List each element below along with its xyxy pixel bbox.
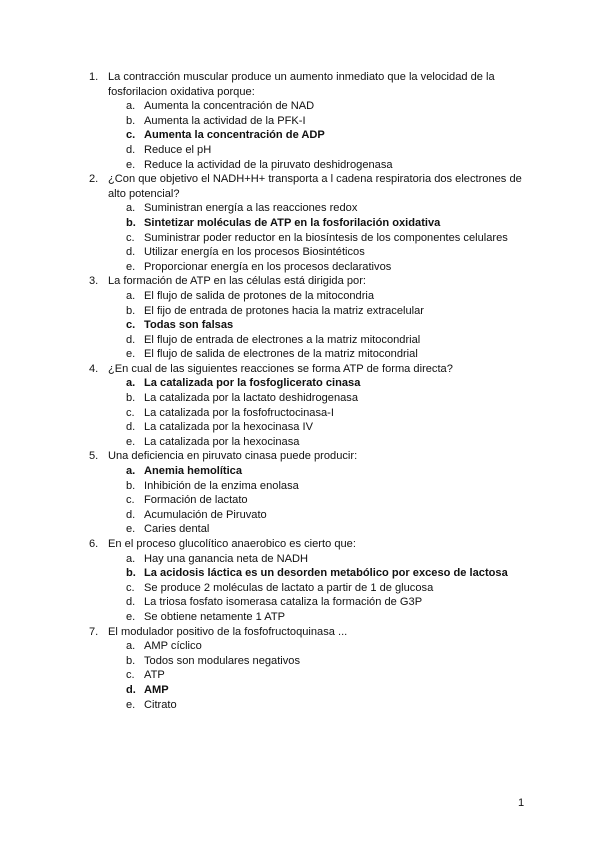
option-text: La catalizada por la hexocinasa [144, 435, 300, 448]
option-letter: b. [126, 114, 136, 127]
option-letter: b. [126, 567, 136, 580]
answer-option [0, 508, 600, 523]
option-text: Acumulación de Piruvato [144, 508, 267, 521]
option-text: Caries dental [144, 523, 210, 536]
answer-option [0, 639, 600, 654]
option-letter: c. [126, 406, 135, 419]
answer-option [0, 158, 600, 173]
answer-option [0, 522, 600, 537]
option-letter: e. [126, 698, 136, 711]
option-letter: d. [126, 683, 136, 696]
answer-option [0, 668, 600, 683]
option-letter: b. [126, 304, 136, 317]
option-letter: d. [126, 246, 136, 259]
question-5 [0, 449, 600, 537]
option-list [0, 552, 600, 625]
option-text: Aumenta la actividad de la PFK-I [144, 114, 306, 127]
question-text [0, 172, 600, 201]
answer-option [0, 347, 600, 362]
option-text: El flujo de entrada de electrones a la matriz mitocondrial [144, 333, 421, 346]
option-letter: e. [126, 435, 136, 448]
answer-option [0, 420, 600, 435]
option-text: La catalizada por la fosfofructocinasa-I [144, 406, 334, 419]
answer-option [0, 333, 600, 348]
question-4 [0, 362, 600, 450]
answer-option [0, 289, 600, 304]
question-number: 3. [89, 275, 99, 288]
option-text: Proporcionar energía en los procesos declarativos [144, 260, 392, 273]
question-2 [0, 172, 600, 274]
option-text: La triosa fosfato isomerasa cataliza la formación de G3P [144, 596, 423, 609]
question-text [0, 449, 600, 464]
option-letter: c. [126, 581, 135, 594]
option-list [0, 464, 600, 537]
answer-option [0, 595, 600, 610]
question-stem: La formación de ATP en las células está dirigida por: [108, 275, 366, 288]
answer-option [0, 610, 600, 625]
option-letter: a. [126, 202, 136, 215]
option-text: Se produce 2 moléculas de lactato a partir de 1 de glucosa [144, 581, 434, 594]
question-number: 7. [89, 625, 99, 638]
answer-option [0, 143, 600, 158]
question-number: 1. [89, 71, 99, 83]
option-letter: c. [126, 231, 135, 244]
question-3 [0, 274, 600, 362]
option-letter: b. [126, 479, 136, 492]
answer-option [0, 114, 600, 129]
option-letter: c. [126, 319, 136, 332]
question-7 [0, 625, 600, 713]
answer-option [0, 99, 600, 114]
option-text: Reduce la actividad de la piruvato deshidrogenasa [144, 158, 393, 171]
option-letter: c. [126, 129, 136, 142]
question-number: 5. [89, 450, 99, 463]
question-stem: ¿En cual de las siguientes reacciones se forma ATP de forma directa? [108, 362, 453, 375]
option-text: El flujo de salida de protones de la mitocondria [144, 289, 375, 302]
option-letter: d. [126, 596, 136, 609]
option-text: Se obtiene netamente 1 ATP [144, 610, 286, 623]
question-text [0, 625, 600, 640]
question-text [0, 70, 600, 99]
answer-option-correct [0, 464, 600, 479]
option-letter: b. [126, 392, 136, 405]
option-letter: d. [126, 143, 136, 156]
option-letter: d. [126, 421, 136, 434]
question-1 [0, 70, 600, 172]
option-letter: e. [126, 260, 136, 273]
option-list [0, 639, 600, 712]
option-letter: c. [126, 669, 135, 682]
option-text: Sintetizar moléculas de ATP en la fosforilación oxidativa [144, 216, 441, 229]
option-letter: a. [126, 377, 136, 390]
option-text: La catalizada por la fosfoglicerato cinasa [144, 377, 361, 390]
answer-option [0, 245, 600, 260]
option-letter: e. [126, 610, 136, 623]
option-letter: a. [126, 640, 136, 653]
option-list [0, 376, 600, 449]
answer-option-correct [0, 683, 600, 698]
option-text: Suministrar poder reductor en la biosíntesis de los componentes celulares [144, 231, 508, 244]
option-letter: b. [126, 654, 136, 667]
answer-option [0, 493, 600, 508]
answer-option [0, 391, 600, 406]
option-text: Aumenta la concentración de ADP [144, 129, 325, 142]
answer-option [0, 654, 600, 669]
option-text: Formación de lactato [144, 494, 248, 507]
answer-option [0, 479, 600, 494]
answer-option-correct [0, 318, 600, 333]
answer-option-correct [0, 566, 600, 581]
option-letter: c. [126, 494, 135, 507]
option-text: La catalizada por la lactato deshidrogenasa [144, 392, 359, 405]
question-6 [0, 537, 600, 625]
option-letter: a. [126, 465, 136, 478]
option-text: El fijo de entrada de protones hacia la matriz extracelular [144, 304, 424, 317]
option-text: Anemia hemolítica [144, 465, 243, 478]
option-list [0, 289, 600, 362]
option-text: ATP [144, 669, 165, 682]
answer-option [0, 698, 600, 713]
answer-option-correct [0, 128, 600, 143]
question-stem: En el proceso glucolítico anaerobico es cierto que: [108, 538, 356, 550]
answer-option [0, 435, 600, 450]
answer-option [0, 406, 600, 421]
page-number: 1 [518, 797, 525, 809]
option-letter: a. [126, 552, 136, 565]
question-text [0, 362, 600, 377]
question-stem: La contracción muscular produce un aumento inmediato que la velocidad de la fosforilacion oxidativa porque: [108, 71, 495, 98]
answer-option [0, 581, 600, 596]
option-text: Todas son falsas [144, 319, 234, 332]
question-text [0, 537, 600, 552]
question-stem: ¿Con que objetivo el NADH+H+ transporta a l cadena respiratoria dos electrones de alto potencial? [108, 173, 522, 200]
option-text: Utilizar energía en los procesos Biosintéticos [144, 246, 365, 259]
option-text: Aumenta la concentración de NAD [144, 100, 315, 113]
option-letter: d. [126, 333, 136, 346]
answer-option-correct [0, 376, 600, 391]
option-letter: d. [126, 508, 136, 521]
answer-option-correct [0, 216, 600, 231]
question-number: 6. [89, 538, 99, 550]
option-letter: e. [126, 348, 136, 361]
option-text: La acidosis láctica es un desorden metabólico por exceso de lactosa [144, 567, 508, 580]
question-list [0, 70, 600, 712]
option-text: El flujo de salida de electrones de la matriz mitocondrial [144, 348, 418, 361]
option-text: Todos son modulares negativos [144, 654, 301, 667]
option-letter: e. [126, 158, 136, 171]
option-text: La catalizada por la hexocinasa IV [144, 421, 313, 434]
option-list [0, 99, 600, 172]
option-text: Inhibición de la enzima enolasa [144, 479, 299, 492]
question-number: 4. [89, 362, 99, 375]
option-text: Citrato [144, 698, 177, 711]
answer-option [0, 231, 600, 246]
question-stem: El modulador positivo de la fosfofructoquinasa ... [108, 625, 348, 638]
question-number: 2. [89, 173, 99, 186]
option-letter: b. [126, 216, 136, 229]
answer-option [0, 304, 600, 319]
option-letter: a. [126, 100, 136, 113]
answer-option [0, 552, 600, 567]
option-text: Suministran energía a las reacciones redox [144, 202, 358, 215]
question-stem: Una deficiencia en piruvato cinasa puede producir: [108, 450, 358, 463]
option-letter: a. [126, 289, 136, 302]
option-text: Hay una ganancia neta de NADH [144, 552, 309, 565]
option-text: Reduce el pH [144, 143, 212, 156]
answer-option [0, 201, 600, 216]
option-list [0, 201, 600, 274]
option-text: AMP cíclico [144, 640, 202, 653]
option-text: AMP [144, 683, 169, 696]
answer-option [0, 260, 600, 275]
question-text [0, 274, 600, 289]
option-letter: e. [126, 523, 136, 536]
